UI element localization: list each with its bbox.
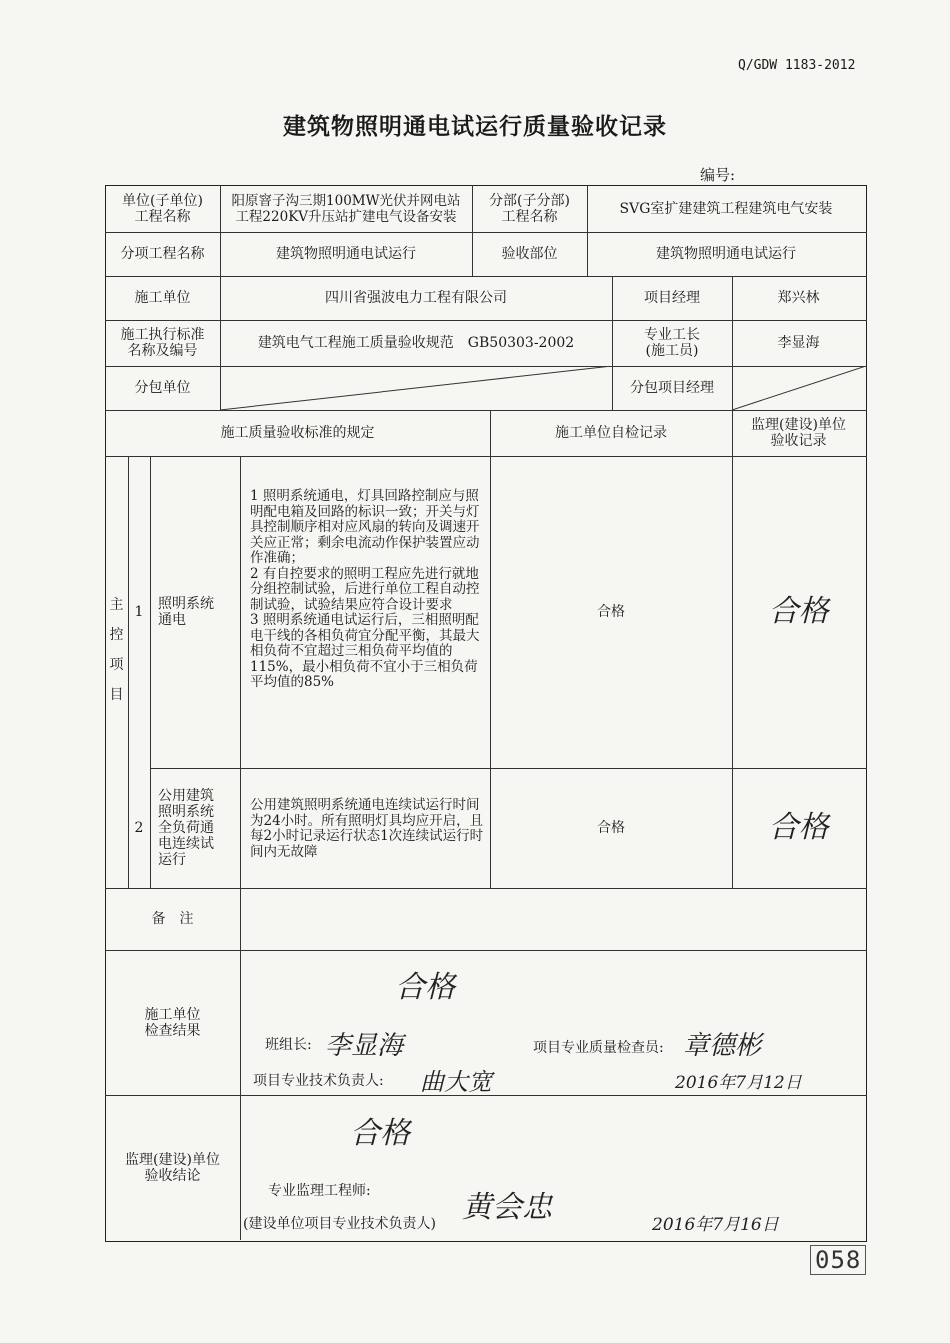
unit-value: 阳原窨子沟三期100MW光伏并网电站 工程220KV升压站扩建电气设备安装 (231, 192, 461, 225)
item-name: 公用建筑 照明系统 全负荷通 电连续试 运行 (158, 788, 214, 868)
page-title: 建筑物照明通电试运行质量验收记录 (283, 114, 667, 140)
supervisor-handwritten-result: 合格 (768, 810, 829, 845)
owner-tech-lead-label: (建设单位项目专业技术负责人) (243, 1216, 436, 1232)
empty-diagonal (220, 366, 612, 410)
supervisor-handwritten-result: 合格 (768, 594, 829, 629)
item-spec: 1 照明系统通电，灯具回路控制应与照明配电箱及回路的标识一致；开关与灯具控制顺序相对应风扇的转向及调速开关应正常；剩余电流动作保护装置应动作准确； 2 有自控要求的照明工程应先进行就地分组控制试验，后进行单位工程自动控制试验，试验结果应符合设计要求 3 照明系统通电试运行后，三相照明配电干线的各相负荷宜分配平衡，其最大相负荷不宜超过三相负荷平均值的115%，最小相负荷不宜小于三相负荷平均值的85% (250, 488, 480, 690)
contractor-handwritten-result: 合格 (395, 970, 455, 1005)
subitem-value: 建筑物照明通电试运行 (276, 246, 416, 262)
contractor-date: 2016年7月12日 (675, 1073, 802, 1093)
page-number: 058 (810, 1245, 866, 1275)
self-check-result: 合格 (597, 820, 625, 836)
qc-inspector-label: 项目专业质量检查员: (533, 1040, 664, 1056)
division-label: 分部(子分部) 工程名称 (489, 192, 570, 225)
supervision-date: 2016年7月16日 (652, 1215, 779, 1235)
pm-value: 郑兴林 (777, 290, 820, 306)
division-value: SVG室扩建建筑工程建筑电气安装 (619, 200, 833, 217)
contractor-label: 施工单位 (134, 290, 191, 306)
contractor-result-label: 施工单位 检查结果 (144, 1006, 201, 1039)
self-check-result: 合格 (597, 604, 625, 620)
standard-label: 施工执行标准 名称及编号 (120, 327, 205, 359)
team-leader-signature: 李显海 (325, 1031, 404, 1061)
empty-diagonal (732, 366, 866, 410)
unit-label: 单位(子单位) 工程名称 (122, 192, 203, 225)
supervision-label: 监理(建设)单位 验收结论 (125, 1151, 220, 1184)
item-spec: 公用建筑照明系统通电连续试运行时间为24小时。所有照明灯具均应开启，且每2小时记录运行状态1次连续试运行时间内无故障 (250, 797, 484, 860)
pm-label: 项目经理 (644, 290, 700, 306)
tech-lead-signature: 曲大宽 (420, 1068, 492, 1096)
item-number: 1 (134, 604, 144, 620)
standard-value: 建筑电气工程施工质量验收规范 GB50303-2002 (257, 335, 575, 351)
item-number: 2 (134, 820, 144, 836)
qc-inspector-signature: 章德彬 (683, 1031, 762, 1061)
foreman-label: 专业工长 (施工员) (644, 327, 700, 359)
supervisor-column-header: 监理(建设)单位 验收记录 (751, 417, 846, 449)
supervising-engineer-label: 专业监理工程师: (268, 1183, 371, 1199)
serial-label: 编号: (700, 166, 736, 184)
subitem-label: 分项工程名称 (120, 246, 205, 262)
contractor-value: 四川省强波电力工程有限公司 (325, 290, 507, 306)
standard-code: Q/GDW 1183-2012 (738, 58, 856, 73)
tech-lead-label: 项目专业技术负责人: (253, 1073, 384, 1089)
spec-column-header: 施工质量验收标准的规定 (220, 425, 375, 441)
remarks-label: 备 注 (151, 911, 194, 927)
item-name: 照明系统 通电 (158, 596, 214, 628)
supervising-engineer-signature: 黄会忠 (462, 1190, 552, 1225)
foreman-value: 李显海 (777, 335, 820, 351)
self-check-column-header: 施工单位自检记录 (555, 425, 667, 441)
acceptance-part-value: 建筑物照明通电试运行 (656, 246, 796, 262)
acceptance-part-label: 验收部位 (501, 246, 558, 262)
main-control-label: 主 控 项 目 (109, 597, 124, 703)
sub-pm-label: 分包项目经理 (630, 380, 714, 396)
subcontractor-label: 分包单位 (134, 380, 191, 396)
team-leader-label: 班组长: (265, 1037, 312, 1053)
supervision-handwritten-result: 合格 (350, 1116, 410, 1151)
